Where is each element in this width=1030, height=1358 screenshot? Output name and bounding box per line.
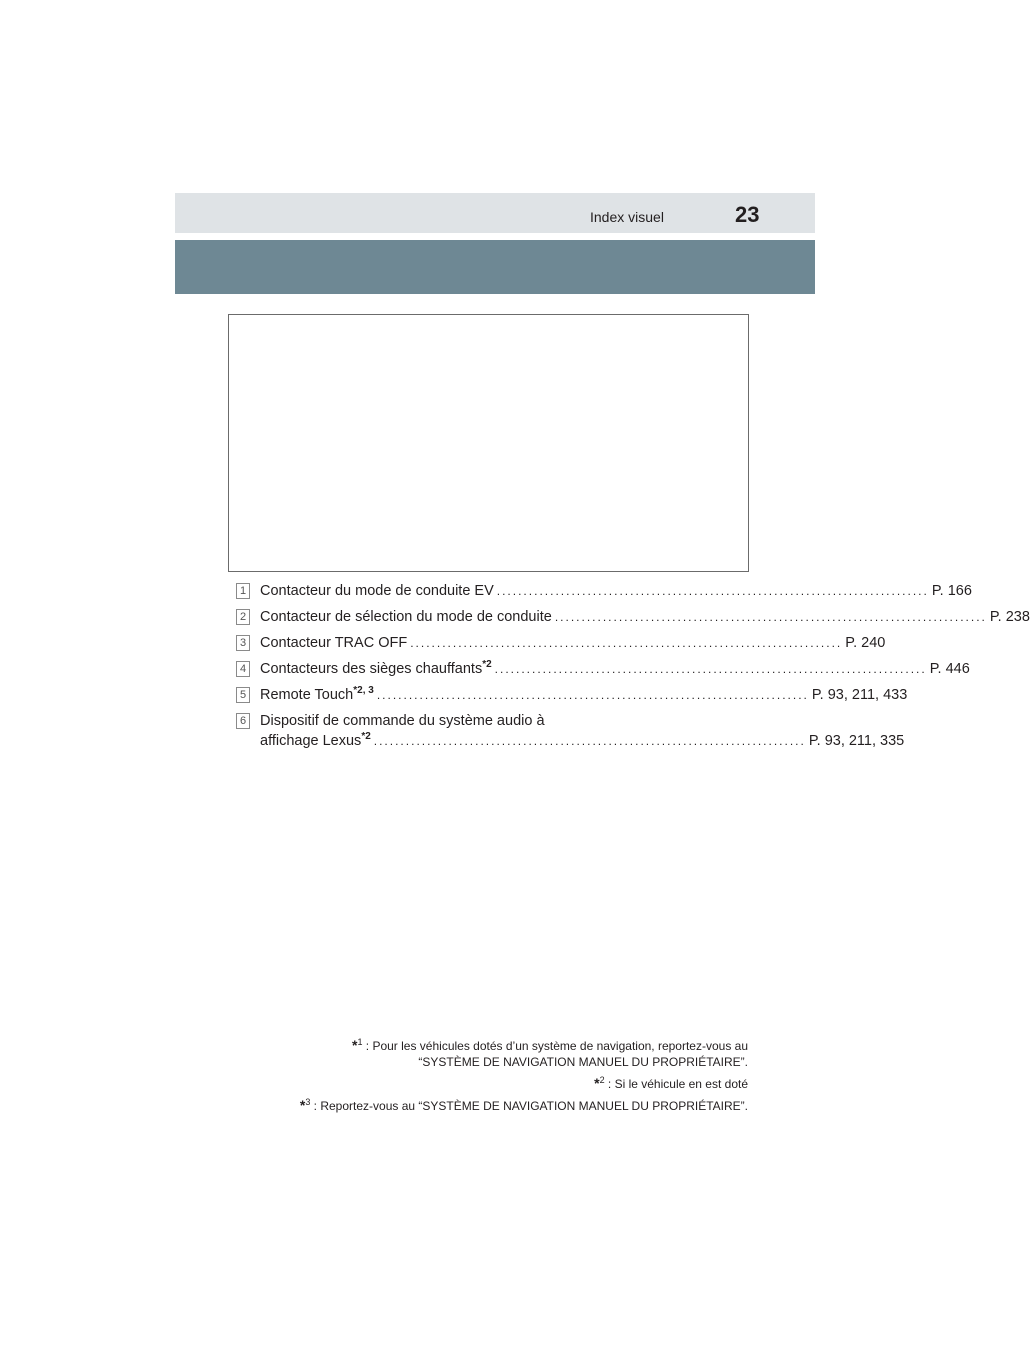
footnote-star: * (299, 1097, 306, 1113)
list-item (236, 634, 886, 659)
list-item (236, 608, 1030, 633)
item-label-text: affichage Lexus (260, 733, 362, 749)
item-label: Contacteur du mode de conduite EV (260, 583, 494, 599)
leader-dots: ................................................................................. (373, 734, 806, 748)
section-title: Index visuel (590, 209, 664, 225)
list-item (236, 685, 908, 711)
leader-dots: ................................................................................. (496, 584, 929, 598)
item-number-badge: 2 (236, 609, 250, 625)
leader-dots: ................................................................................. (376, 688, 809, 702)
item-label: Contacteur TRAC OFF (260, 635, 408, 651)
page-reference[interactable]: P. 238 (989, 609, 1030, 625)
page-reference[interactable]: P. 166 (931, 583, 972, 599)
item-number-badge: 6 (236, 713, 250, 729)
page-number: 23 (735, 202, 760, 227)
footnote (188, 1097, 748, 1114)
item-number-badge: 4 (236, 661, 250, 677)
title-bar (175, 240, 815, 294)
leader-dots: ................................................................................. (494, 662, 927, 676)
footnote-text: : Pour les véhicules dotés d’un système de navigation, reportez-vous au (362, 1039, 748, 1053)
footnote-star: * (351, 1037, 358, 1053)
item-number-badge: 1 (236, 583, 250, 599)
footnote (188, 1037, 748, 1070)
leader-dots: ................................................................................. (554, 610, 987, 624)
page-reference[interactable]: P. 93, 211, 433 (811, 687, 908, 703)
page-reference[interactable]: P. 93, 211, 335 (808, 733, 905, 749)
item-label-text: Remote Touch (260, 687, 354, 703)
footnote (188, 1075, 748, 1092)
footnote-number: 3 (305, 1097, 311, 1107)
list-item (236, 659, 970, 685)
footnote-marker: *2 (482, 659, 492, 671)
item-label (260, 732, 371, 750)
illustration-frame (228, 314, 749, 572)
item-label (260, 686, 374, 704)
leader-dots: ................................................................................. (410, 636, 843, 650)
page-reference[interactable]: P. 240 (845, 635, 886, 651)
item-label-line1: Dispositif de commande du système audio à (260, 713, 545, 729)
footnote-text: : Si le véhicule en est doté (604, 1077, 748, 1091)
item-number-badge: 5 (236, 687, 250, 703)
footnote-marker: *2, 3 (353, 685, 374, 697)
item-list (236, 582, 1030, 757)
header-band (175, 193, 815, 233)
footnote-star: * (594, 1075, 600, 1091)
footnote-number: 2 (599, 1075, 605, 1085)
item-label-text: Contacteurs des sièges chauffants (260, 661, 483, 677)
footnote-marker: *2 (361, 731, 371, 743)
item-number-badge: 3 (236, 635, 250, 651)
list-item (236, 582, 972, 607)
page-reference[interactable]: P. 446 (929, 661, 970, 677)
footnote-text: : Reportez-vous au “SYSTÈME DE NAVIGATION MANUEL DU PROPRIÉTAIRE”. (310, 1099, 748, 1113)
list-item (236, 712, 905, 756)
footnote-number: 1 (357, 1037, 363, 1047)
footnotes (188, 1037, 748, 1119)
item-label: Contacteur de sélection du mode de conduite (260, 609, 552, 625)
item-label (260, 660, 492, 678)
footnote-text-line2: “SYSTÈME DE NAVIGATION MANUEL DU PROPRIÉTAIRE”. (418, 1055, 748, 1069)
